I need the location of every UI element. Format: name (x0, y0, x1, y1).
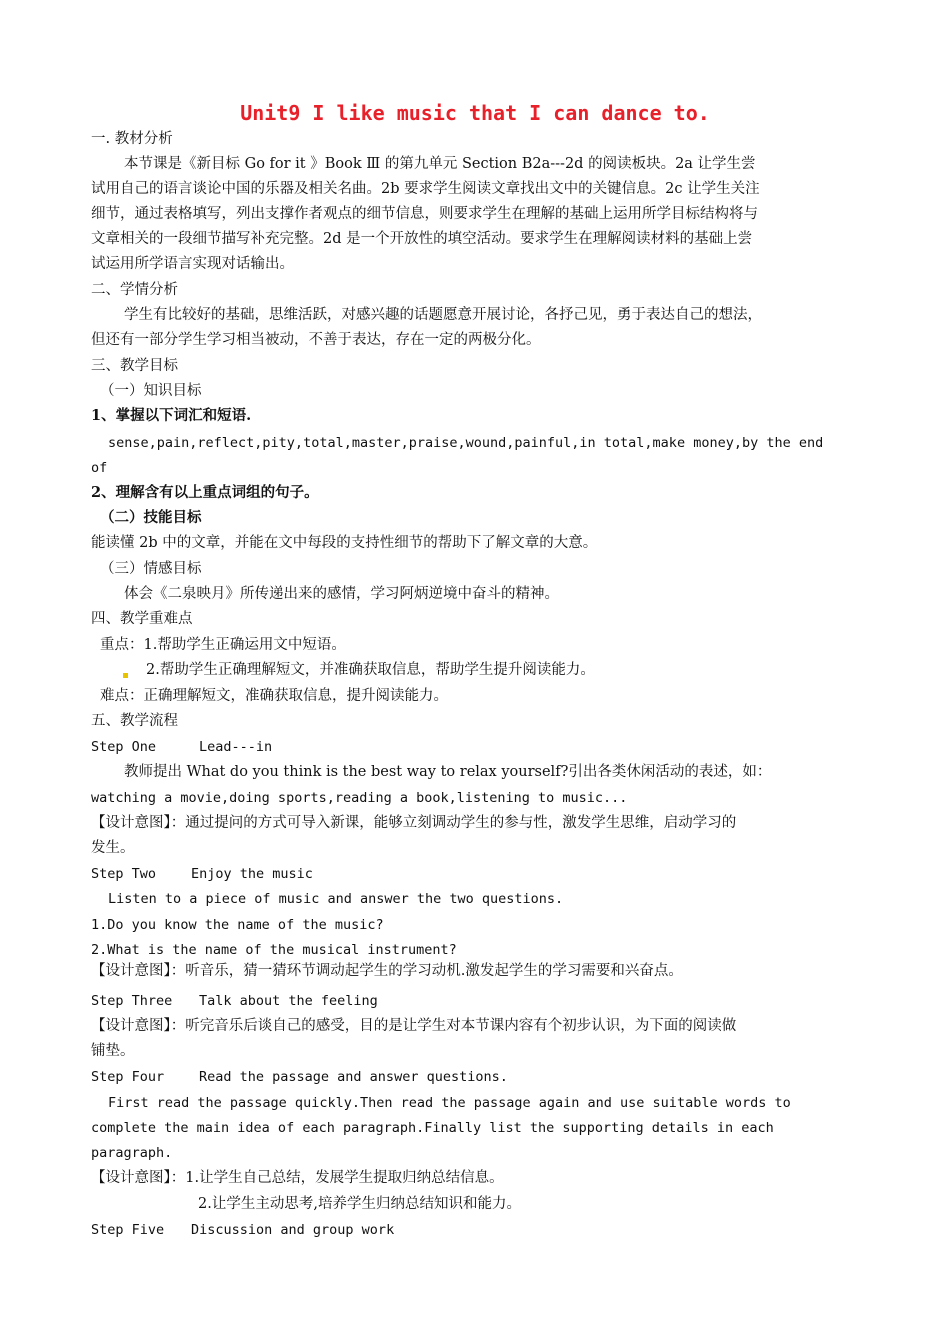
paragraph-line: First read the passage quickly.Then read the passage again and use suitable words to (108, 1095, 791, 1111)
design-intent-continued: 2.让学生主动思考,培养学生归纳总结知识和能力。 (198, 1196, 521, 1212)
vocabulary-list-continued: of (91, 460, 108, 476)
goal-item-vocabulary: 1、掌握以下词汇和短语. (91, 407, 252, 424)
paragraph-line: 能读懂 2b 中的文章，并能在文中每段的支持性细节的帮助下了解文章的大意。 (91, 535, 598, 551)
subheading-knowledge-goals: （一）知识目标 (100, 383, 202, 399)
document-title: Unit9 I like music that I can dance to. (240, 101, 710, 125)
step-four-label: Step Four (91, 1069, 165, 1085)
paragraph-line: 试用自己的语言谈论中国的乐器及相关名曲。2b 要求学生阅读文章找出文中的关键信息。2c 让学生关注 (91, 181, 760, 197)
section-heading-student-analysis: 二、学情分析 (91, 282, 178, 298)
design-intent: 【设计意图】：听音乐，猜一猜环节调动起学生的学习动机.激发起学生的学习需要和兴奋点。 (91, 963, 683, 979)
question-2: 2.What is the name of the musical instrument? (91, 942, 457, 958)
paragraph-line: watching a movie,doing sports,reading a book,listening to music... (91, 790, 628, 806)
step-two-label: Step Two (91, 866, 157, 882)
step-five-label: Step Five (91, 1222, 165, 1238)
section-heading-teaching-process: 五、教学流程 (91, 713, 178, 729)
design-intent: 【设计意图】：1.让学生自己总结，发展学生提取归纳总结信息。 (91, 1170, 504, 1186)
step-four-title: Read the passage and answer questions. (199, 1069, 508, 1085)
paragraph-line: 学生有比较好的基础，思维活跃，对感兴趣的话题愿意开展讨论，各抒己见，勇于表达自己的想法， (124, 307, 762, 323)
paragraph-line: Listen to a piece of music and answer the two questions. (108, 891, 564, 907)
paragraph-line: 铺垫。 (91, 1043, 135, 1059)
paragraph-line: 文章相关的一段细节描写补充完整。2d 是一个开放性的填空活动。要求学生在理解阅读材料的基础上尝 (91, 231, 753, 247)
section-heading-material-analysis: 一. 教材分析 (91, 131, 173, 147)
editor-mark-icon (123, 673, 128, 678)
step-one-label: Step One (91, 739, 157, 755)
key-point-1: 重点：1.帮助学生正确运用文中短语。 (100, 637, 346, 653)
design-intent: 【设计意图】：听完音乐后谈自己的感受，目的是让学生对本节课内容有个初步认识，为下面的阅读做 (91, 1018, 737, 1034)
question-1: 1.Do you know the name of the music? (91, 917, 384, 933)
paragraph-line: 教师提出 What do you think is the best way to relax yourself?引出各类休闲活动的表述，如： (124, 764, 772, 780)
step-five-title: Discussion and group work (191, 1222, 395, 1238)
goal-item-sentences: 2、理解含有以上重点词组的句子。 (91, 484, 319, 501)
section-heading-teaching-goals: 三、教学目标 (91, 358, 178, 374)
step-three-label: Step Three (91, 993, 173, 1009)
section-heading-key-points: 四、教学重难点 (91, 611, 193, 627)
step-two-title: Enjoy the music (191, 866, 313, 882)
subheading-skill-goals: （二）技能目标 (100, 509, 202, 526)
step-three-title: Talk about the feeling (199, 993, 378, 1009)
subheading-emotion-goals: （三）情感目标 (100, 561, 202, 577)
paragraph-line: 本节课是《新目标 Go for it 》Book Ⅲ 的第九单元 Section B2a---2d 的阅读板块。2a 让学生尝 (124, 156, 756, 172)
paragraph-line: 体会《二泉映月》所传递出来的感情，学习阿炳逆境中奋斗的精神。 (124, 586, 559, 602)
key-point-2: 2.帮助学生正确理解短文，并准确获取信息，帮助学生提升阅读能力。 (146, 662, 595, 678)
paragraph-line: 发生。 (91, 840, 135, 856)
paragraph-line: 试运用所学语言实现对话输出。 (91, 256, 294, 272)
paragraph-line: paragraph. (91, 1145, 173, 1161)
paragraph-line: complete the main idea of each paragraph.Finally list the supporting details in each (91, 1120, 774, 1136)
paragraph-line: 但还有一部分学生学习相当被动，不善于表达，存在一定的两极分化。 (91, 332, 541, 348)
difficult-point: 难点：正确理解短文，准确获取信息，提升阅读能力。 (100, 688, 448, 704)
paragraph-line: 细节，通过表格填写，列出支撑作者观点的细节信息，则要求学生在理解的基础上运用所学目标结构将与 (91, 206, 758, 222)
vocabulary-list: sense,pain,reflect,pity,total,master,praise,wound,painful,in total,make money,by the end (108, 435, 824, 451)
step-one-title: Lead---in (199, 739, 273, 755)
design-intent: 【设计意图】：通过提问的方式可导入新课，能够立刻调动学生的参与性，激发学生思维，启动学习的 (91, 815, 737, 831)
